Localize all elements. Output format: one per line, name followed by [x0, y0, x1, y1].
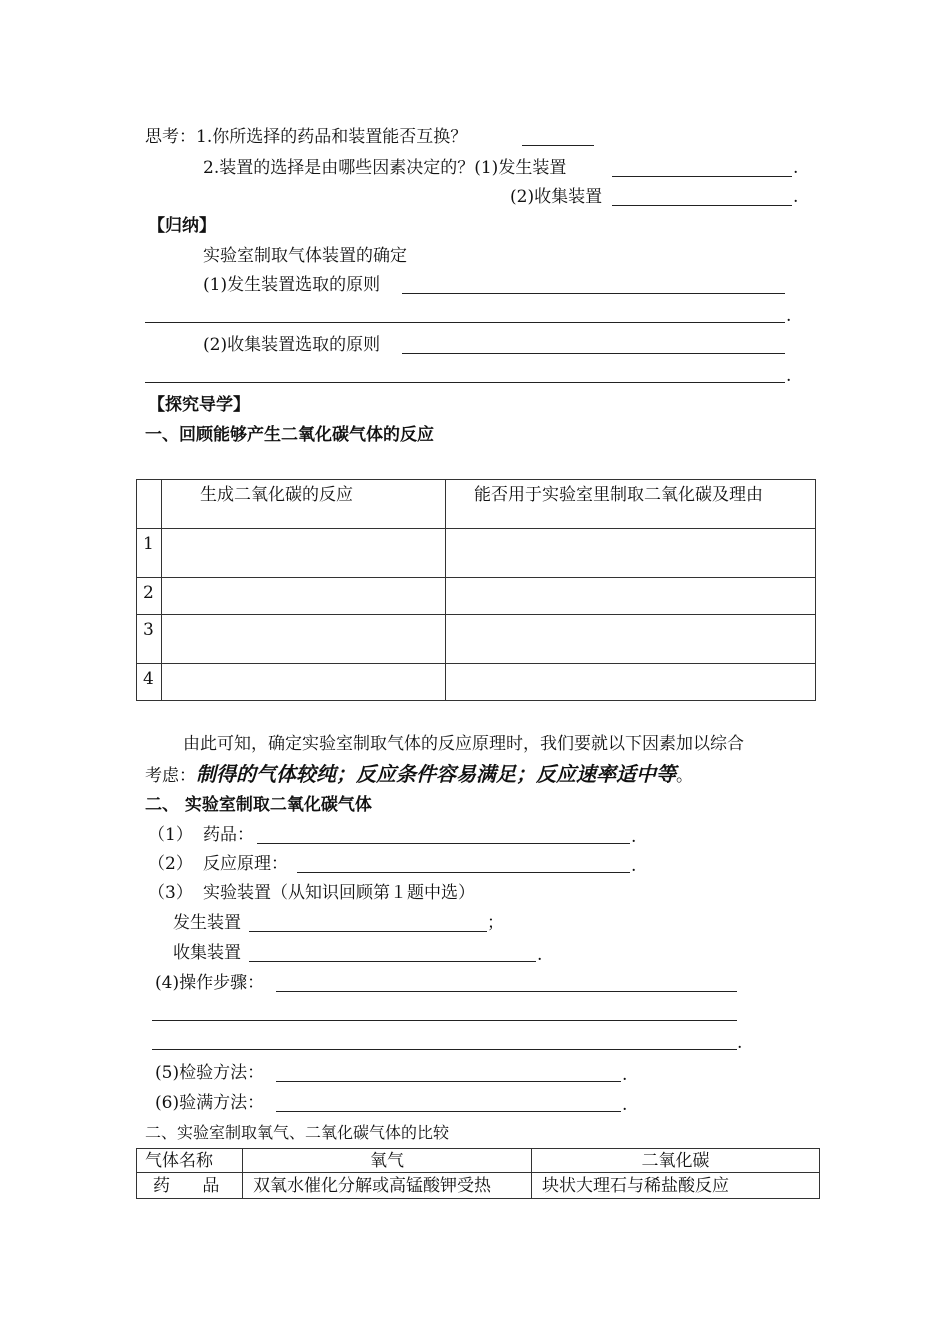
period: . — [622, 1095, 628, 1115]
conclusion-line-1: 由此可知，确定实验室制取气体的反应原理时，我们要就以下因素加以综合 — [183, 734, 744, 754]
table-cell[interactable] — [162, 529, 446, 578]
answer-blank[interactable] — [402, 293, 785, 294]
explore-heading: 【探究导学】 — [148, 395, 250, 415]
conclusion-end: 。 — [676, 766, 693, 786]
table-cell[interactable] — [446, 615, 816, 664]
answer-blank[interactable] — [522, 145, 594, 146]
collector-label: 收集装置 — [173, 943, 241, 963]
answer-blank[interactable] — [152, 1020, 737, 1021]
period: . — [793, 158, 799, 178]
row-number: 1 — [137, 529, 162, 578]
answer-blank[interactable] — [145, 382, 785, 383]
principle-label: 反应原理： — [203, 854, 288, 874]
conclusion-line-2 — [145, 763, 693, 787]
summary-heading: 【归纳】 — [148, 216, 216, 236]
comparison-table — [136, 1148, 820, 1199]
test-method-label: (5)检验方法： — [155, 1063, 265, 1083]
think-prefix: 思考： — [145, 127, 196, 147]
think-collector-label: (2)收集装置 — [510, 187, 603, 207]
answer-blank[interactable] — [145, 322, 785, 323]
summary-item-2: (2)收集装置选取的原则 — [203, 335, 381, 355]
period: . — [622, 1065, 628, 1085]
full-check-label: (6)验满方法： — [155, 1093, 265, 1113]
comparison-header-cell: 气体名称 — [137, 1149, 243, 1173]
table-header-cell: 能否用于实验室里制取二氧化碳及理由 — [446, 480, 816, 529]
row-number: 3 — [137, 615, 162, 664]
period: . — [793, 187, 799, 207]
table-cell[interactable] — [162, 664, 446, 701]
period: . — [737, 1033, 743, 1053]
row-number: 2 — [137, 578, 162, 615]
answer-blank[interactable] — [276, 1111, 621, 1112]
summary-item-1: (1)发生装置选取的原则 — [203, 275, 381, 295]
period: . — [631, 827, 637, 847]
comparison-cell: 块状大理石与稀盐酸反应 — [532, 1173, 820, 1199]
row-number: 4 — [137, 664, 162, 701]
table-cell[interactable] — [446, 578, 816, 615]
answer-blank[interactable] — [249, 961, 536, 962]
answer-blank[interactable] — [612, 176, 792, 177]
answer-blank[interactable] — [249, 931, 487, 932]
comparison-cell: 双氧水催化分解或高锰酸钾受热 — [243, 1173, 532, 1199]
period: . — [786, 366, 792, 386]
comparison-title: 二、实验室制取氧气、二氧化碳气体的比较 — [145, 1123, 450, 1142]
period: . — [786, 306, 792, 326]
table-cell[interactable] — [162, 578, 446, 615]
answer-blank[interactable] — [612, 205, 792, 206]
table-header-row — [137, 480, 816, 529]
item-2-number: （2） — [148, 854, 193, 874]
item-3-number: （3） — [148, 883, 193, 903]
conclusion-emphasis: 制得的气体较纯；反应条件容易满足；反应速率适中等 — [196, 762, 676, 786]
section-2-title: 二、 实验室制取二氧化碳气体 — [145, 795, 372, 815]
answer-blank[interactable] — [276, 991, 737, 992]
think-generator-label: (1)发生装置 — [474, 158, 567, 178]
answer-blank[interactable] — [276, 1081, 621, 1082]
generator-label: 发生装置 — [173, 913, 241, 933]
answer-blank[interactable] — [297, 872, 630, 873]
steps-label: (4)操作步骤： — [155, 973, 265, 993]
think-question-1: 1.你所选择的药品和装置能否互换？ — [196, 127, 468, 147]
table-row — [137, 529, 816, 578]
section-1-title: 一、回顾能够产生二氧化碳气体的反应 — [145, 425, 434, 445]
period: . — [631, 856, 637, 876]
item-1-number: （1） — [148, 825, 193, 845]
comparison-row — [137, 1173, 820, 1199]
reaction-table — [136, 479, 816, 701]
table-cell[interactable] — [162, 615, 446, 664]
table-row — [137, 615, 816, 664]
table-cell[interactable] — [446, 664, 816, 701]
comparison-header-row — [137, 1149, 820, 1173]
reagent-label: 药品： — [203, 825, 254, 845]
think-line-1 — [145, 126, 467, 148]
table-row — [137, 664, 816, 701]
comparison-header-cell: 二氧化碳 — [532, 1149, 820, 1173]
summary-intro: 实验室制取气体装置的确定 — [203, 246, 407, 266]
period: . — [537, 945, 543, 965]
think-question-2-text: 2.装置的选择是由哪些因素决定的？ — [203, 158, 475, 178]
semicolon: ； — [487, 913, 504, 933]
comparison-cell: 药 品 — [137, 1173, 243, 1199]
apparatus-label: 实验装置（从知识回顾第１题中选） — [203, 883, 475, 903]
comparison-header-cell: 氧气 — [243, 1149, 532, 1173]
think-question-2 — [203, 157, 566, 179]
answer-blank[interactable] — [402, 353, 785, 354]
table-cell[interactable] — [446, 529, 816, 578]
table-header-cell — [137, 480, 162, 529]
answer-blank[interactable] — [257, 843, 630, 844]
answer-blank[interactable] — [152, 1049, 737, 1050]
conclusion-prefix: 考虑： — [145, 766, 196, 786]
table-header-cell: 生成二氧化碳的反应 — [162, 480, 446, 529]
table-row — [137, 578, 816, 615]
